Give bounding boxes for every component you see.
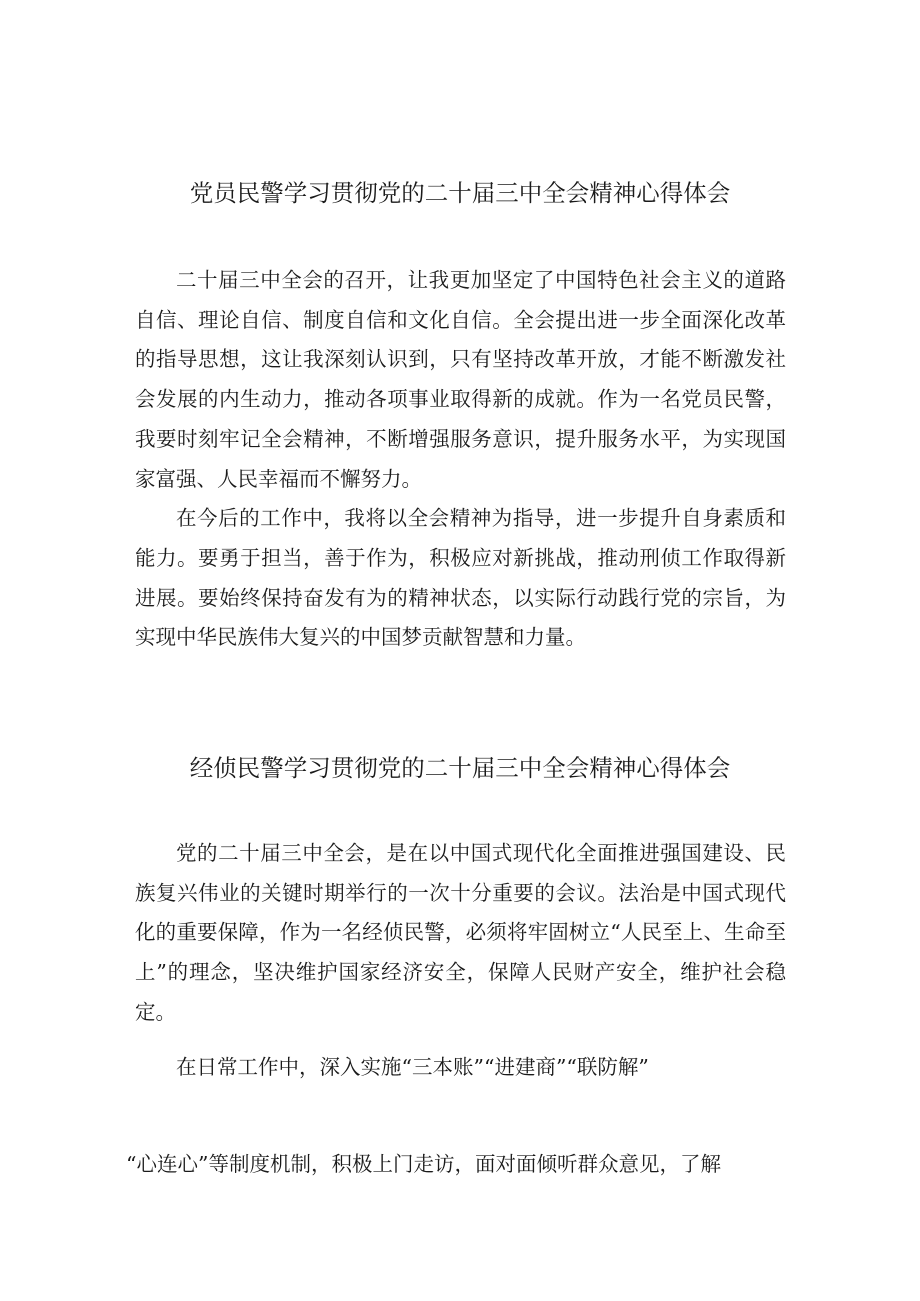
section2-paragraph-2-line-1: 在日常工作中，深入实施“三本账”“进建商”“联防解” [176, 1055, 649, 1079]
section1-paragraph-1: 二十届三中全会的召开，让我更加坚定了中国特色社会主义的道路自信、理论自信、制度自信和文化自信。全会提出进一步全面深化改革的指导思想，这让我深刻认识到，只有坚持改革开放，才能不断激发社会发展的内生动力，推动各项事业取得新的成就。作为一名党员民警，我要时刻牢记全会精神，不断增强服务意识，提升服务水平，为实现国家富强、人民幸福而不懈努力。 [135, 268, 786, 491]
section2-paragraph-1: 党的二十届三中全会，是在以中国式现代化全面推进强国建设、民族复兴伟业的关键时期举行的一次十分重要的会议。法治是中国式现代化的重要保障，作为一名经侦民警，必须将牢固树立“人民至上、生命至上”的理念，坚决维护国家经济安全，保障人民财产安全，维护社会稳定。 [135, 841, 786, 1024]
section1-paragraph-2: 在今后的工作中，我将以全会精神为指导，进一步提升自身素质和能力。要勇于担当，善于作为，积极应对新挑战，推动刑侦工作取得新进展。要始终保持奋发有为的精神状态，以实际行动践行党的宗旨，为实现中华民族伟大复兴的中国梦贡献智慧和力量。 [135, 506, 786, 650]
section2-paragraph-2-line-2: “心连心”等制度机制，积极上门走访，面对面倾听群众意见，了解 [126, 1152, 721, 1176]
section1-body [135, 261, 786, 658]
section1-title: 党员民警学习贯彻党的二十届三中全会精神心得体会 [189, 179, 731, 207]
section2-body [135, 834, 786, 1033]
section2-title: 经侦民警学习贯彻党的二十届三中全会精神心得体会 [189, 754, 731, 782]
